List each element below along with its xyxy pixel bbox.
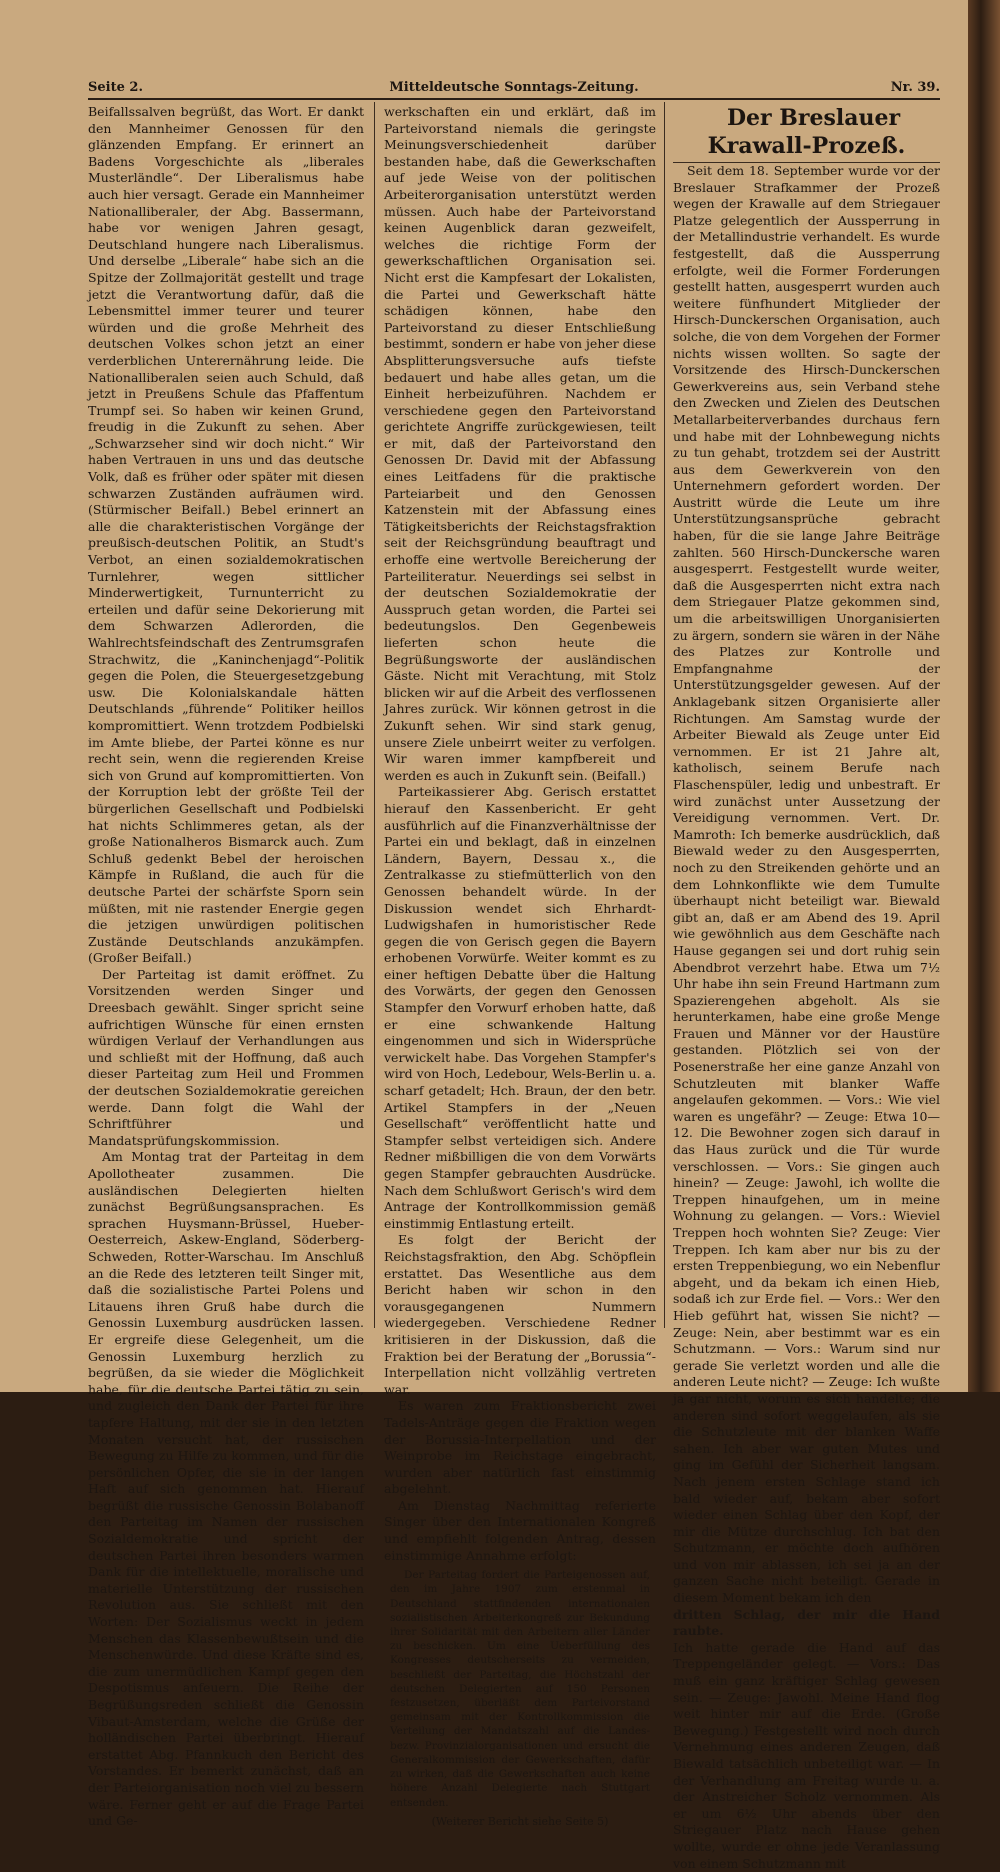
column-2	[384, 104, 656, 1828]
continued-reference: (Weiterer Bericht siehe Seite 5)	[431, 1814, 609, 1828]
paragraph: werkschaften ein und erklärt, daß im Parteivorstand niemals die geringste Meinungsverschiedenheit darüber bestanden habe, daß die Gewerkschaften auf jede Weise von der politischen Arbeiterorganisation unterstützt werden müssen. Auch habe der Parteivorstand keinen Augenblick daran gezweifelt, welches die richtige Form der gewerkschaftlichen Organisation sei. Nicht erst die Kampfesart der Lokalisten, die Partei und Gewerkschaft hätte schädigen können, habe den Parteivorstand zu dieser Entschließung bestimmt, sondern er habe von jeher diese Absplitterungsversuche aufs tiefste bedauert und habe alles getan, um die Einheit herbeizuführen. Nachdem er verschiedene gegen den Parteivorstand gerichtete Angriffe zurückgewiesen, teilt er mit, daß der Parteivorstand den Genossen Dr. David mit der Abfassung eines Leitfadens für die praktische Parteiarbeit und den Genossen Katzenstein mit der Abfassung eines Tätigkeitsberichts der Reichstagsfraktion seit der Reichsgründung beauftragt und erhoffe eine wertvolle Bereicherung der Parteiliteratur. Neuerdings sei selbst in der deutschen Sozialdemokratie der Ausspruch getan worden, die Partei sei bedeutungslos. Den Gegenbeweis lieferten schon heute die Begrüßungsworte der ausländischen Gäste. Nicht mit Verachtung, mit Stolz blicken wir auf die Arbeit des verflossenen Jahres zurück. Wir können getrost in die Zukunft sehen. Wir sind stark genug, unsere Ziele unbeirrt weiter zu verfolgen. Wir waren immer kampfbereit und werden es auch in Zukunft sein. (Beifall.)	[384, 104, 656, 783]
page-number: Seite 2.	[88, 80, 143, 95]
paragraph: Beifallssalven begrüßt, das Wort. Er dankt den Mannheimer Genossen für den glänzenden Empfang. Er erinnert an Badens Vorgeschichte als „liberales Musterländle“. Der Liberalismus habe auch hier versagt. Gerade ein Mannheimer Nationalliberaler, der Abg. Bassermann, habe vor wenigen Jahren gesagt, Deutschland hungere nach Liberalismus. Und derselbe „Liberale“ habe sich an die Spitze der Zollmajorität gestellt und trage jetzt die Verantwortung dafür, daß die Lebensmittel immer teurer und teurer würden und die große Mehrheit des deutschen Volkes schon jetzt an einer verderblichen Unterernährung leide. Die Nationalliberalen seien auch Schuld, daß jetzt in Preußens Schule das Pfaffentum Trumpf sei. So haben wir keinen Grund, freudig in die Zukunft zu sehen. Aber „Schwarzseher sind wir doch nicht.“ Wir haben Vertrauen in uns und das deutsche Volk, daß es früher oder später mit diesen schwarzen Zuständen aufräumen wird. (Stürmischer Beifall.) Bebel erinnert an alle die charakteristischen Vorgänge der preußisch-deutschen Politik, an Studt's Verbot, an einen sozialdemokratischen Turnlehrer, wegen sittlicher Minderwertigkeit, Turnunterricht zu erteilen und dafür seine Dekorierung mit dem Schwarzen Adlerorden, die Wahlrechtsfeindschaft des Zentrumsgrafen Strachwitz, die „Kaninchenjagd“-Politik gegen die Polen, die Steuergesetzgebung usw. Die Kolonialskandale hätten Deutschlands „führende“ Politiker heillos kompromittiert. Wenn trotzdem Podbielski im Amte bliebe, der Partei könne es nur recht sein, wenn die regierenden Kreise sich von Grund auf kompromittierten. Von der Korruption lebt der größte Teil der bürgerlichen Gesellschaft und Podbielski hat nichts Schlimmeres getan, als der große Nationalheros Bismarck auch. Zum Schluß gedenkt Bebel der heroischen Kämpfe in Rußland, die auch für die deutsche Partei der schärfste Sporn sein müßten, mit nie rastender Energie gegen die jetzigen unwürdigen politischen Zustände Deutschlands anzukämpfen. (Großer Beifall.)	[88, 104, 364, 966]
paragraph: Es folgt der Bericht der Reichstagsfraktion, den Abg. Schöpflein erstattet. Das Wesentliche aus dem Bericht haben wir schon in den vorausgegangenen Nummern wiedergegeben. Verschiedene Redner kritisieren in der Diskussion, daß die Fraktion bei der Beratung der „Borussia“-Interpellation nicht vollzählig vertreten war.	[384, 1232, 656, 1397]
column-divider	[664, 102, 665, 1328]
issue-number: Nr. 39.	[890, 80, 940, 95]
paragraph: Seit dem 18. September wurde vor der Breslauer Strafkammer der Prozeß wegen der Krawalle auf dem Striegauer Platze gelegentlich der Aussperrung in der Metallindustrie verhandelt. Es wurde festgestellt, daß die Aussperrung erfolgte, weil die Former Forderungen gestellt hatten, ausgesperrt wurden auch weitere fünfhundert Mitglieder der Hirsch-Dunckerschen Organisation, auch solche, die von dem Vorgehen der Former nichts wissen wollten. So sagte der Vorsitzende des Hirsch-Dunckerschen Gewerkvereins aus, sein Verband stehe den Zwecken und Zielen des Deutschen Metallarbeiterverbandes durchaus fern und habe mit der Lohnbewegung nichts zu tun gehabt, trotzdem sei der Austritt aus dem Gewerkverein von den Unternehmern gefordert worden. Der Austritt würde die Leute um ihre Unterstützungsansprüche gebracht haben, für die sie lange Jahre Beiträge zahlten. 560 Hirsch-Dunckersche waren ausgesperrt. Festgestellt wurde weiter, daß die Ausgesperrten nicht extra nach dem Striegauer Platze gekommen sind, um die arbeitswilligen Unorganisierten zu ärgern, sondern sie wären in der Nähe des Platzes zur Kontrolle und Empfangnahme der Unterstützungsgelder gewesen. Auf der Anklagebank sitzen Organisierte aller Richtungen. Am Samstag wurde der Arbeiter Biewald als Zeuge unter Eid vernommen. Er ist 21 Jahre alt, katholisch, seinem Berufe nach Flaschenspüler, ledig und unbestraft. Er wird zunächst unter Aussetzung der Vereidigung vernommen. Vert. Dr. Mamroth: Ich bemerke ausdrücklich, daß Biewald weder zu den Ausgesperrten, noch zu den Streikenden gehörte und an dem Lohnkonflikte wie dem Tumulte überhaupt nicht beteiligt war. Biewald gibt an, daß er am Abend des 19. April wie gewöhnlich aus dem Geschäfte nach Hause gegangen sei und dort ruhig sein Abendbrot verzehrt habe. Etwa um 7½ Uhr habe ihn sein Freund Hartmann zum Spazierengehen abgeholt. Als sie herunterkamen, habe eine große Menge Frauen und Männer vor der Haustüre gestanden. Plötzlich sei von der Posenerstraße her eine ganze Anzahl von Schutzleuten mit blanker Waffe angelaufen gekommen. — Vors.: Wie viel waren es ungefähr? — Zeuge: Etwa 10—12. Die Bewohner zogen sich darauf in das Haus zurück und die Tür wurde verschlossen. — Vors.: Sie gingen auch hinein? — Zeuge: Jawohl, ich wollte die Treppen hinaufgehen, um in meine Wohnung zu gelangen. — Vors.: Wieviel Treppen hoch wohnten Sie? Zeuge: Vier Treppen. Ich kam aber nur bis zu der ersten Treppenbiegung, wo ein Nebenflur abgeht, und da bekam ich einen Hieb, sodaß ich zur Erde fiel. — Vors.: Wer den Hieb geführt hat, wissen Sie nicht? — Zeuge: Nein, aber bestimmt war es ein Schutzmann. — Vors.: Warum sind nur gerade Sie verletzt worden und alle die anderen Leute nicht? — Zeuge: Ich wußte ja gar nicht, worum es sich handelte; die anderen sind sofort weggelaufen, als sie die Schutzleute mit der blanken Waffe sahen. Ich aber war guten Mutes und ging im Gefühl der Sicherheit langsam. Nach jenem ersten Schlage stand ich bald wieder auf, bekam aber sofort wieder einen Schlag über den Kopf, der mir die Mütze durchschlug. Ich bat den Schutzmann, er möchte doch aufhören und von mir ablassen, ich sei ja an der ganzen Sache nicht beteiligt. Gerade in diesem Moment bekam ich den	[673, 163, 940, 1606]
paragraph: Parteikassierer Abg. Gerisch erstattet hierauf den Kassenbericht. Er geht ausführlich auf die Finanzverhältnisse der Partei ein und beklagt, daß in einzelnen Ländern, Bayern, Dessau x., die Zentralkasse zu stiefmütterlich von den Genossen behandelt würde. In der Diskussion wendet sich Ehrhardt-Ludwigshafen in humoristischer Rede gegen die von Gerisch gegen die Bayern erhobenen Vorwürfe. Weiter kommt es zu einer heftigen Debatte über die Haltung des Vorwärts, der gegen den Genossen Stampfer den Vorwurf erhoben hatte, daß er eine schwankende Haltung eingenommen und sich in Widersprüche verwickelt habe. Das Vorgehen Stampfer's wird von Hoch, Ledebour, Wels-Berlin u. a. scharf getadelt; Hch. Braun, der den betr. Artikel Stampfers in der „Neuen Gesellschaft“ veröffentlicht hatte und Stampfer selbst verteidigen sich. Andere Redner mißbilligen die von dem Vorwärts gegen Stampfer gebrauchten Ausdrücke. Nach dem Schlußwort Gerisch's wird dem Antrage der Kontrollkommission gemäß einstimmig Entlastung erteilt.	[384, 784, 656, 1231]
paragraph: Am Montag trat der Parteitag in dem Apollotheater zusammen. Die ausländischen Delegierten hielten zunächst Begrüßungsansprachen. Es sprachen Huysmann-Brüssel, Hueber-Oesterreich, Askew-England, Söderberg-Schweden, Rotter-Warschau. Im Anschluß an die Rede des letzteren teilt Singer mit, daß die sozialistische Partei Polens und Litauens ihren Gruß habe durch die Genossin Luxemburg ausdrücken lassen. Er ergreife diese Gelegenheit, um die Genossin Luxemburg herzlich zu begrüßen, da sie wieder die Möglichkeit habe, für die deutsche Partei tätig zu sein, und zugleich den Dank der Partei für ihre tapfere Haltung, mit der sie in den letzten Monaten versucht hat, der russischen Bewegung zu Hilfe zu kommen, und für die persönlichen Opfer, die sie in der langen Haft auf sich genommen hat. Hierauf begrüßt die russische Genossin Bolabanoff den Parteitag im Namen der russischen Sozialdemokratie und spricht der deutschen Partei ihren besonders warmen Dank für die intellektuelle, moralische und materielle Unterstützung der russischen Revolution aus. Sie schließt mit den Worten: Der Sozialismus weckt in jedem Menschen das Klassenbewußtsein und die Menschenwürde. Und diese Kräfte sind es, die zum unermüdlichen Kampf gegen den Despotismus anfeuern. Die Reihe der Begrüßungsreden schließt die Genossin Vibaut-Amsterdam, welche die Grüße der holländischen Partei überbringt. Hierauf erstattet Abg. Pfannkuch den Bericht des Vorstandes. Er bemerkt zunächst, daß an der Parteiorganisation noch viel zu bessern wäre. Ferner geht er auf die Frage Partei und Ge-	[88, 1149, 364, 1829]
column-3	[673, 104, 940, 1871]
article-subheading: dritten Schlag, der mir die Hand raubte.	[673, 1606, 940, 1639]
paragraph: Ich hatte gerade die Hand auf das Treppengeländer gelegt. — Vors.: Das muß ein ganz kräftiger Schlag gewesen sein. — Zeuge: Jawohl. Meine Hand flog weit hinter mir auf die Erde. (Große Bewegung.) Festgestellt wird noch durch Vernehmung eines anderen Zeugen, daß Biewald tatsächlich unbeteiligt war. — In der Verhandlung am Freitag wurde u. a. der Anstreicher Scholz vernommen. Als er um 6½ Uhr abends über den Striegauer Platz nach Hause gehen wollte, wurde er ohne jede Veranlassung von einem Schutzmann mit	[673, 1639, 940, 1871]
resolution-text: Der Parteitag fordert die Parteigenossen auf, den im Jahre 1907 zum erstenmal in Deutschland stattfindenden internationalen sozialistischen Arbeiterkongreß zur Bekundung ihrer Solidarität mit den Arbeitern aller Länder zu beschicken. Um eine Ueberfüllung des Kongresses deutscherseits zu vermeiden, beschließt der Parteitag, die Höchstzahl der deutschen Delegierten auf 150 Personen festzusetzen, überläßt dem Parteivorstand gemeinsam mit der Kontrollkommission die Verteilung der Mandatszahl auf die Landes- bezw. Provinzialorganisationen und ersucht die Generalkommission der Gewerkschaften, dafür zu wirken, daß die Gewerkschaften auch keine höhere Anzahl Delegierte nach Stuttgart entsenden.	[390, 1569, 650, 1809]
paragraph: Der Parteitag ist damit eröffnet. Zu Vorsitzenden werden Singer und Dreesbach gewählt. Singer spricht seine aufrichtigen Wünsche für einen ernsten würdigen Verlauf der Verhandlungen aus und schließt mit der Hoffnung, daß auch dieser Parteitag zum Heil und Frommen der deutschen Sozialdemokratie gereichen werde. Dann folgt die Wahl der Schriftführer und Mandatsprüfungskommission.	[88, 966, 364, 1148]
column-1	[88, 104, 364, 1829]
article-title: Der Breslauer Krawall-Prozeß.	[673, 104, 940, 163]
book-spine	[968, 0, 1000, 1392]
newspaper-title: Mitteldeutsche Sonntags-Zeitung.	[389, 80, 639, 95]
column-divider	[374, 102, 375, 1328]
header-rule	[88, 98, 940, 100]
paragraph: Es waren zum Fraktionsbericht zwei Tadels-Anträge gegen die Fraktion wegen der Borussia-Interpellation und der Weinprobe im Reichstage eingebracht, wurden aber natürlich fast einstimmig abgelehnt.	[384, 1398, 656, 1497]
page-header	[88, 80, 940, 98]
paragraph: Am Dienstag Nachmittag referierte Singer über den Internationalen Kongreß und empfiehlt folgenden Antrag, dessen einstimmige Annahme erfolgt:	[384, 1497, 656, 1563]
